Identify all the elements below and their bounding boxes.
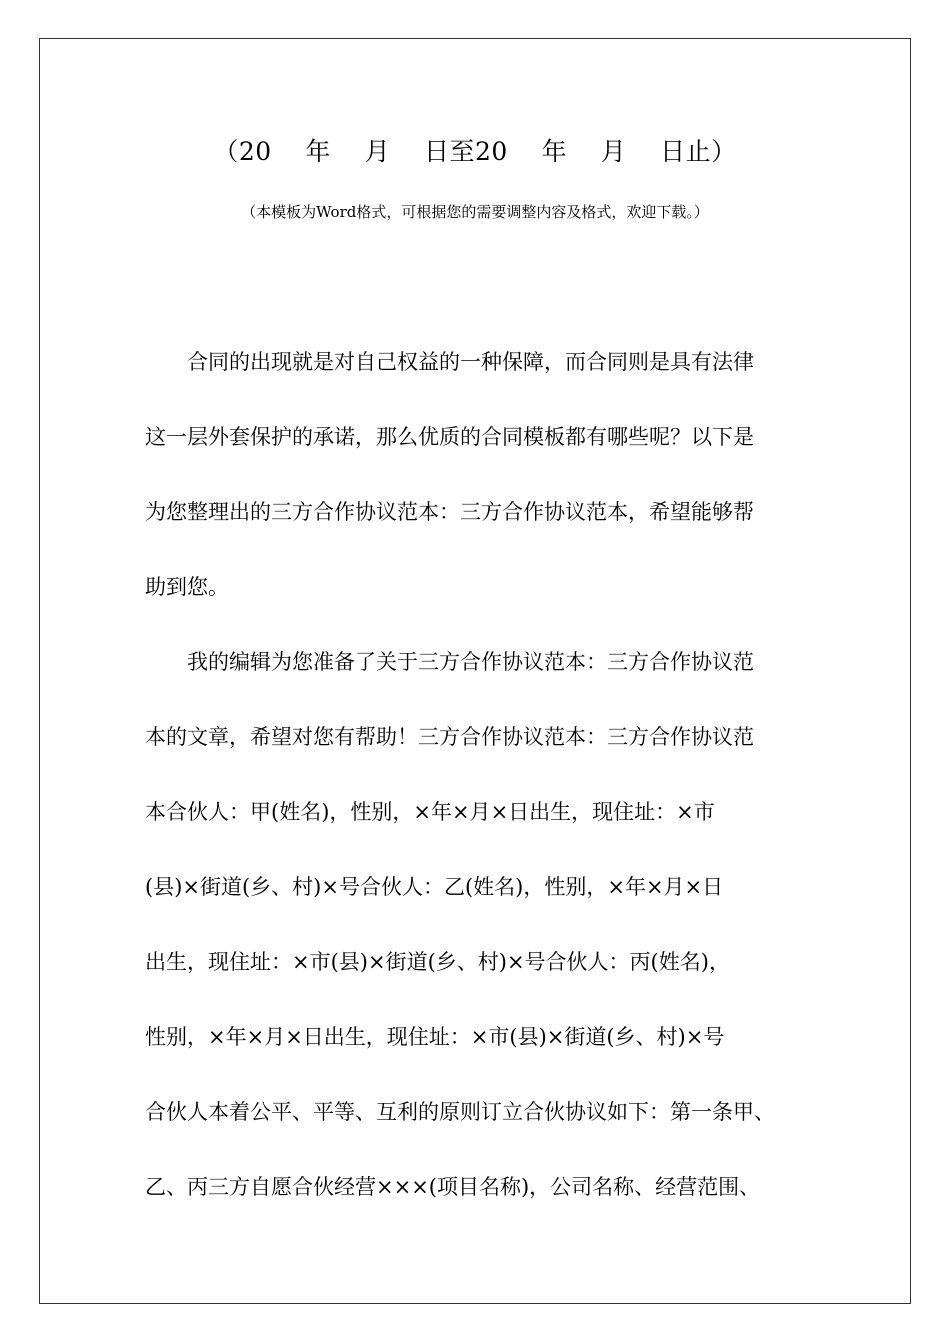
- body-line: 性别，×年×月×日出生，现住址：×市(县)×街道(乡、村)×号: [145, 1025, 725, 1049]
- body-line: 本合伙人：甲(姓名)，性别，×年×月×日出生，现住址：×市: [145, 800, 715, 824]
- template-note: （本模板为Word格式，可根据您的需要调整内容及格式，欢迎下载。）: [241, 203, 709, 221]
- body-line: 出生，现住址：×市(县)×街道(乡、村)×号合伙人：丙(姓名)，: [145, 950, 730, 974]
- body-line: 我的编辑为您准备了关于三方合作协议范本：三方合作协议范: [145, 650, 754, 674]
- body-line: 合伙人本着公平、平等、互利的原则订立合伙协议如下：第一条甲、: [145, 1100, 775, 1124]
- body-line: 合同的出现就是对自己权益的一种保障，而合同则是具有法律: [145, 350, 754, 374]
- date-range-heading: （20 年 月 日至20 年 月 日止）: [213, 137, 737, 166]
- body-line: 本的文章，希望对您有帮助！三方合作协议范本：三方合作协议范: [145, 725, 754, 749]
- body-line: 这一层外套保护的承诺，那么优质的合同模板都有哪些呢？以下是: [145, 425, 754, 449]
- body-line: 助到您。: [145, 575, 229, 599]
- body-line: (县)×街道(乡、村)×号合伙人：乙(姓名)，性别，×年×月×日: [145, 875, 724, 899]
- body-line: 为您整理出的三方合作协议范本：三方合作协议范本，希望能够帮: [145, 500, 754, 524]
- body-line: 乙、丙三方自愿合伙经营×××(项目名称)，公司名称、经营范围、: [145, 1175, 761, 1199]
